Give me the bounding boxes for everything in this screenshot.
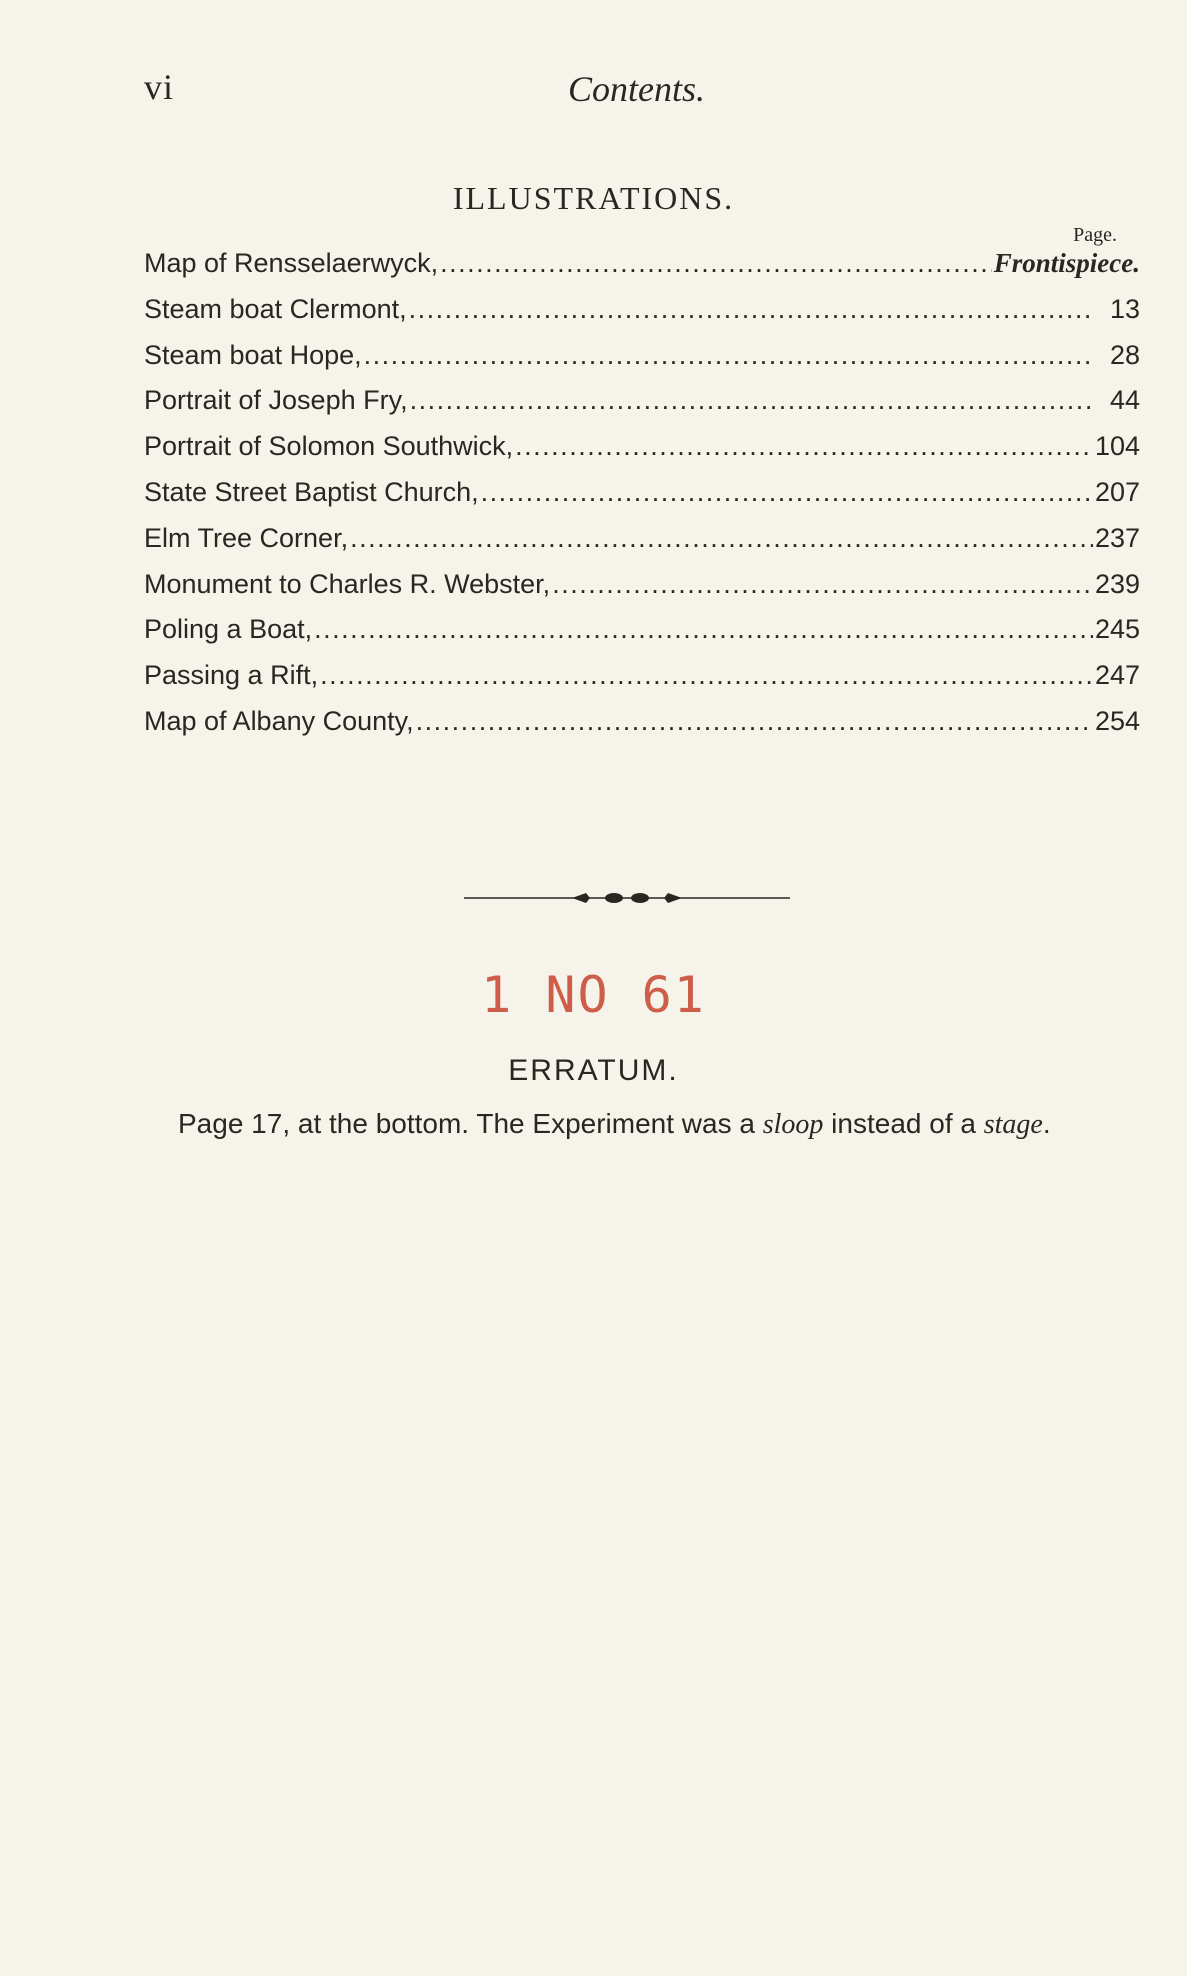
illustration-page: 247 [1094,660,1140,691]
dot-leader [350,523,1093,554]
erratum-text [138,1104,1148,1145]
list-item [144,340,1140,386]
erratum-title: ERRATUM. [508,1054,679,1087]
section-title: ILLUSTRATIONS. [452,180,735,216]
dot-leader [314,614,1093,645]
illustration-title: Monument to Charles R. Webster, [144,568,551,599]
illustration-page: 13 [1109,293,1140,324]
dot-leader [364,340,1094,371]
list-item [144,248,1140,294]
page-number: vi [144,67,175,107]
illustrations-list [144,248,1140,752]
dot-leader [552,569,1093,600]
page-column-heading: Page. [1073,224,1117,246]
illustration-title: State Street Baptist Church, [144,476,479,507]
illustration-page: 239 [1094,568,1140,599]
illustration-page: Frontispiece. [993,248,1140,278]
dot-leader [320,660,1093,691]
illustration-page: 28 [1109,339,1140,370]
dot-leader [416,706,1093,737]
illustration-title: Map of Albany County, [144,705,414,736]
illustration-title: Passing a Rift, [144,660,319,691]
list-item [144,660,1140,706]
list-item [144,569,1140,615]
illustration-title: Portrait of Solomon Southwick, [144,431,514,462]
illustration-title: Portrait of Joseph Fry, [144,385,408,416]
dot-leader [409,294,1094,325]
erratum-italic-word: sloop [762,1109,824,1140]
illustration-title: Map of Rensselaerwyck, [144,248,439,278]
ornamental-divider-icon [464,888,790,908]
erratum-italic-word: stage [983,1109,1043,1140]
list-item [144,523,1140,569]
dot-leader [515,431,1093,462]
list-item [144,294,1140,340]
list-item [144,385,1140,431]
illustration-page: 237 [1094,522,1140,553]
list-item [144,706,1140,752]
illustration-title: Elm Tree Corner, [144,522,349,553]
illustration-page: 254 [1094,705,1140,736]
list-item [144,431,1140,477]
illustration-page: 245 [1094,614,1140,645]
dot-leader [481,477,1093,508]
library-stamp: 1 NO 61 [481,966,706,1024]
list-item [144,477,1140,523]
illustration-page: 207 [1094,476,1140,507]
illustration-title: Steam boat Clermont, [144,293,407,324]
list-item [144,614,1140,660]
erratum-text-middle: instead of a [823,1108,984,1139]
illustration-title: Poling a Boat, [144,614,313,645]
illustration-page: 44 [1109,385,1140,416]
running-title: Contents. [568,69,706,109]
erratum-text-after: . [1042,1108,1051,1139]
dot-leader [410,385,1094,416]
illustration-page: 104 [1094,431,1140,462]
dot-leader [440,248,992,279]
illustration-title: Steam boat Hope, [144,339,362,370]
erratum-text-before: Page 17, at the bottom. The Experiment was a [178,1108,763,1139]
